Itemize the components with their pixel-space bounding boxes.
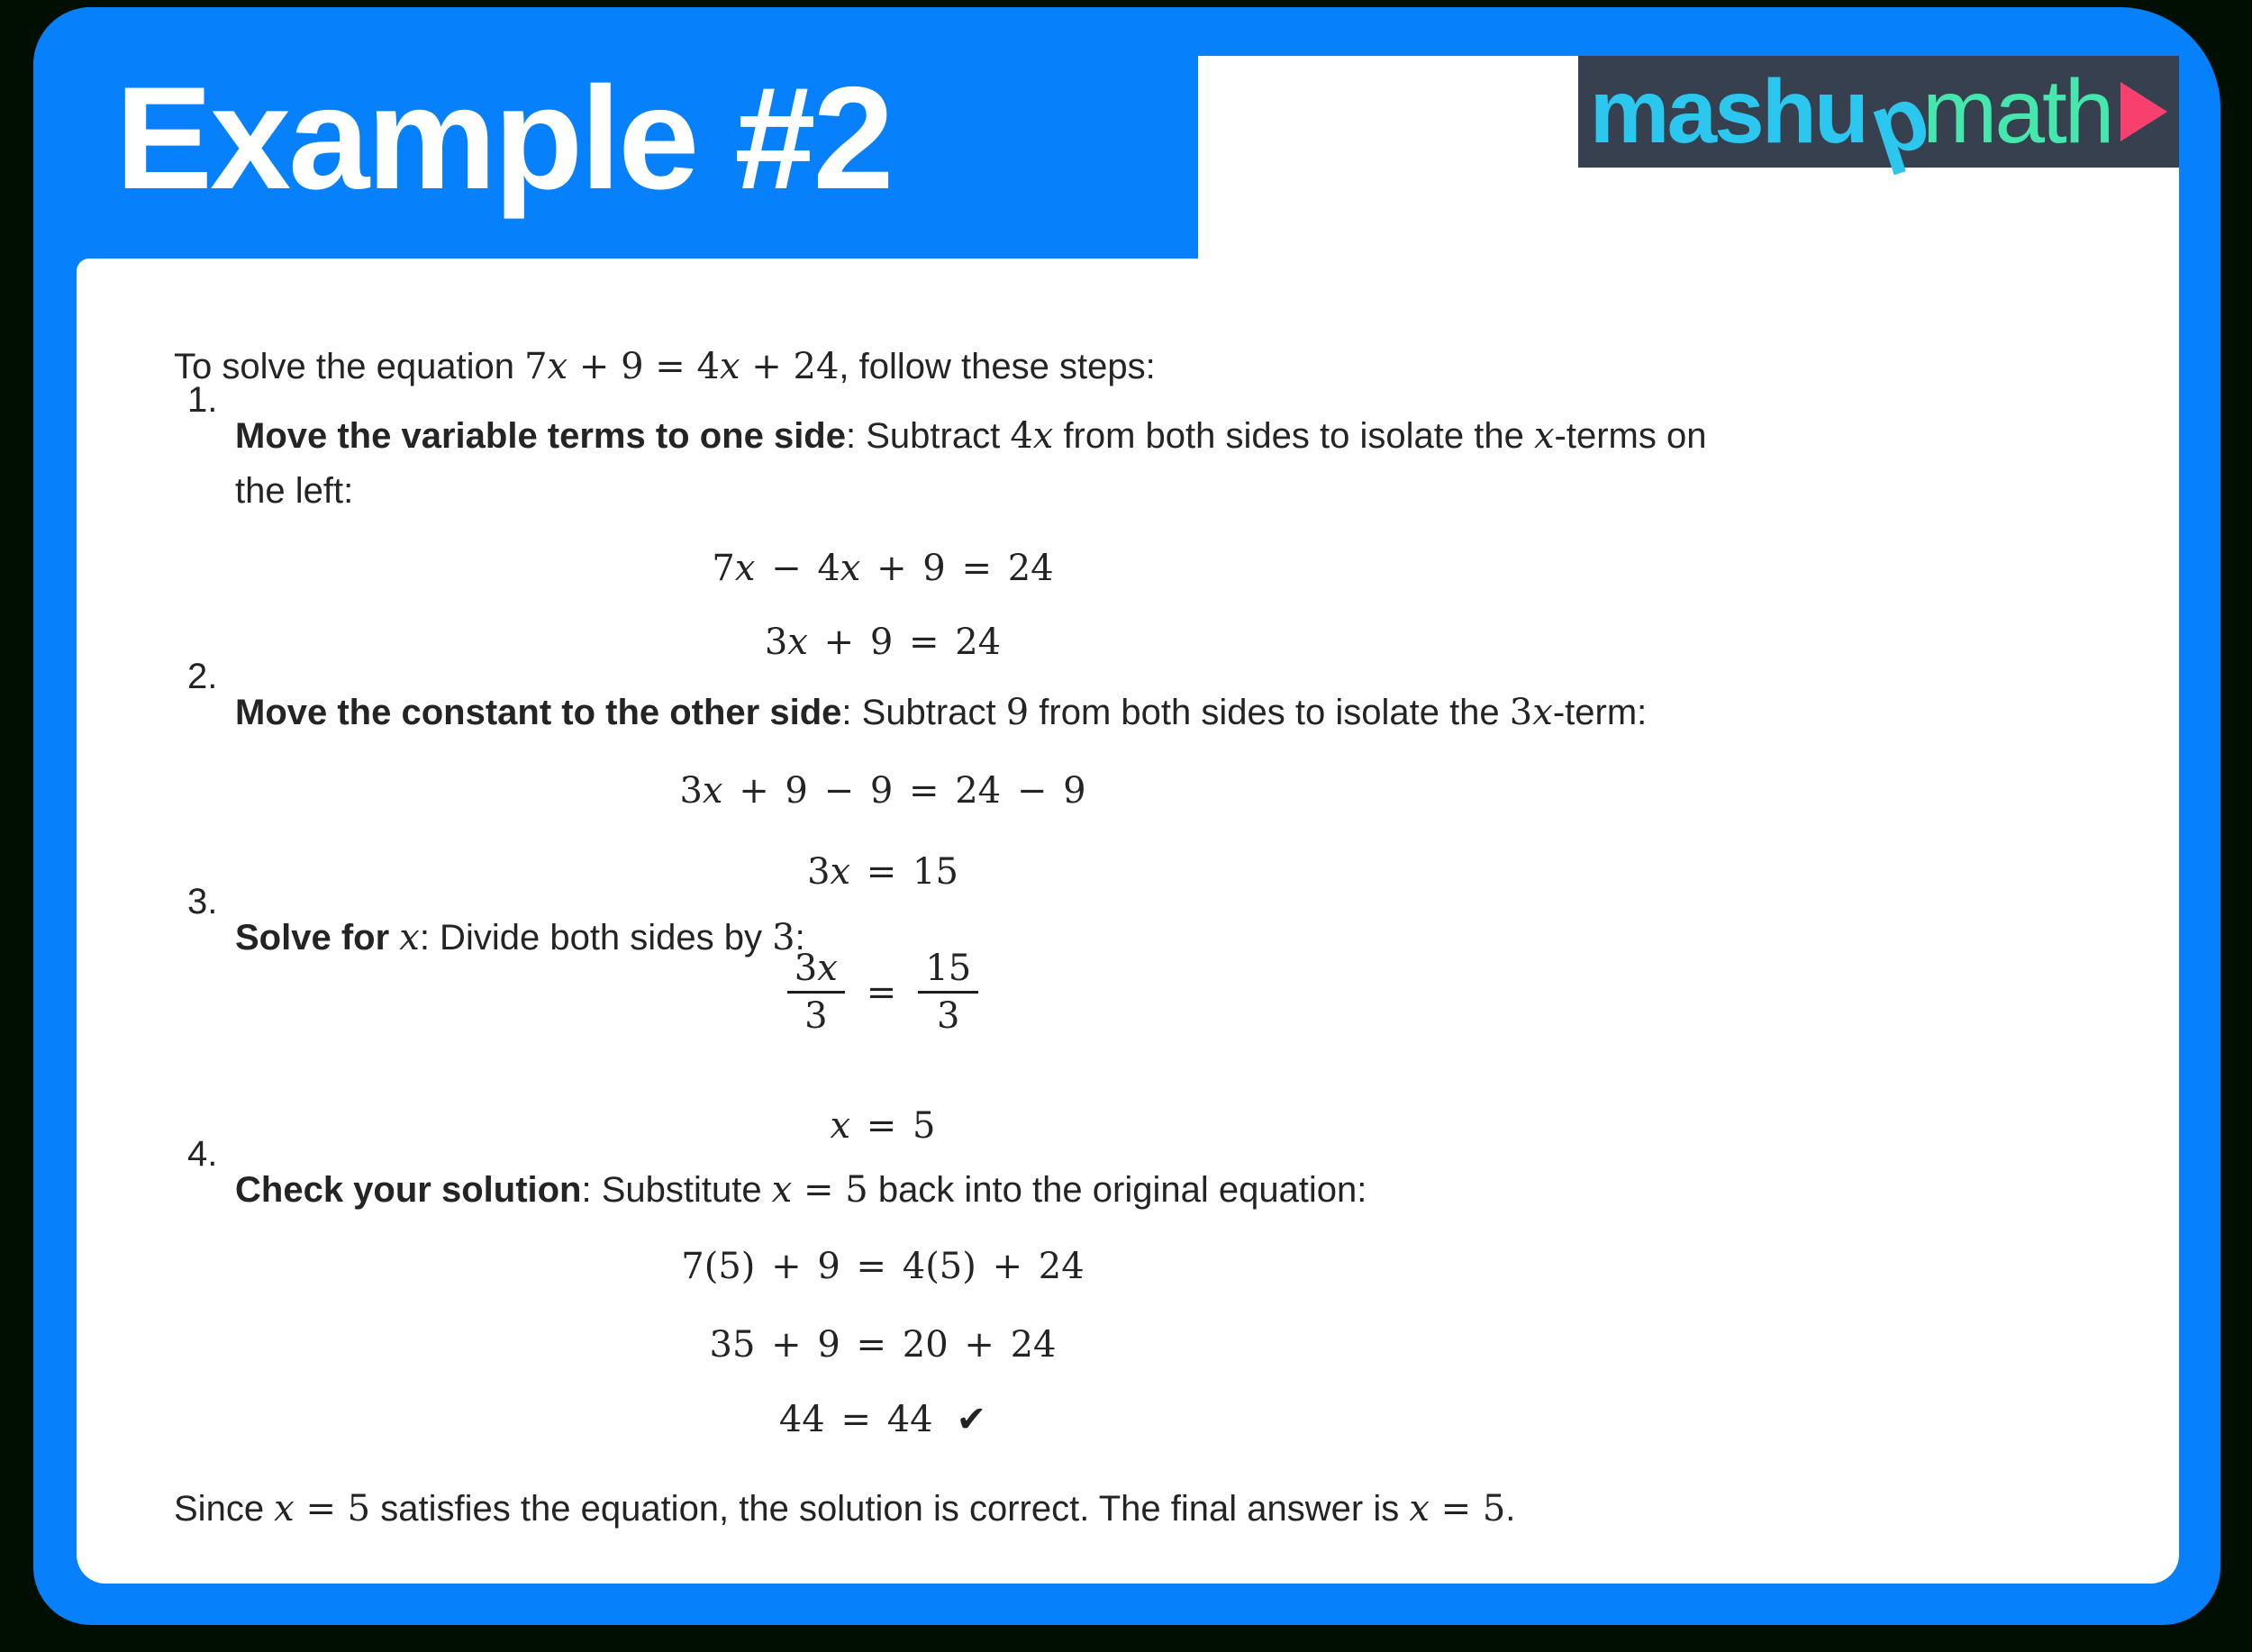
text-segment: 3	[794, 948, 818, 989]
text-segment: x	[547, 346, 568, 387]
text-segment: x	[1533, 415, 1555, 457]
conclusion-line	[174, 1487, 1515, 1530]
text-segment: 7(5) + 9 = 4(5) + 24	[681, 1246, 1085, 1287]
step-4-number: 4.	[187, 1134, 218, 1174]
text-segment: from both sides to isolate the	[1053, 416, 1534, 456]
equation-division	[189, 948, 1576, 1037]
equation-step3-result	[189, 1104, 1576, 1148]
fraction-left-denominator: 3	[787, 991, 845, 1037]
text-segment: the left:	[235, 471, 354, 511]
text-segment: .	[1505, 1489, 1516, 1529]
text-segment: + 9 = 24	[807, 622, 1002, 663]
text-segment: + 9 = 24	[860, 548, 1054, 589]
text-segment: Check your solution	[235, 1170, 582, 1210]
text-segment: -terms on	[1554, 416, 1707, 456]
logo-text-mashu: mashu	[1589, 61, 1866, 162]
text-segment: satisfies the equation, the solution is correct. The final answer is	[370, 1489, 1410, 1529]
logo-text-p: p	[1857, 66, 1939, 178]
step-1-text-line-2	[235, 469, 353, 513]
text-segment: x	[787, 622, 808, 663]
equation-step2-b	[189, 850, 1576, 894]
text-segment: + 9 − 9 = 24 − 9	[722, 770, 1086, 812]
text-segment: 4	[1010, 415, 1033, 457]
step-2-text	[235, 691, 1647, 734]
equation-check-c	[189, 1398, 1576, 1441]
equation-check-a	[189, 1245, 1576, 1288]
text-segment: To solve the equation	[174, 347, 525, 386]
text-segment: x	[719, 346, 740, 387]
text-segment: : Substitute	[581, 1170, 772, 1210]
text-segment: :	[795, 918, 805, 958]
text-segment: Move the constant to the other side	[235, 693, 842, 732]
equals-sign: =	[866, 971, 897, 1013]
text-segment: 3	[807, 851, 831, 893]
step-2-number: 2.	[187, 657, 218, 696]
fraction-right	[918, 948, 978, 1037]
text-segment: = 5	[792, 1169, 868, 1211]
text-segment: x	[840, 548, 861, 589]
text-segment: x	[830, 1105, 851, 1147]
text-segment: x	[734, 548, 756, 589]
equation-check-b	[189, 1323, 1576, 1366]
text-segment: x	[1409, 1488, 1430, 1529]
text-segment: , follow these steps:	[839, 347, 1156, 386]
text-segment: -term:	[1552, 693, 1648, 732]
step-1-number: 1.	[187, 380, 218, 420]
text-segment: x	[830, 851, 851, 893]
text-segment: Solve for	[235, 918, 400, 958]
text-segment: 7	[712, 548, 735, 589]
equation-step2-a	[189, 769, 1576, 812]
text-segment: − 4	[755, 548, 840, 589]
text-segment: ✔	[956, 1399, 987, 1440]
intro-line	[174, 345, 1156, 388]
text-segment: = 5	[1429, 1488, 1506, 1529]
text-segment: 3	[772, 917, 795, 958]
text-segment: Move the variable terms to one side	[235, 416, 846, 456]
text-segment: 9	[1005, 692, 1030, 733]
text-segment: x	[1532, 692, 1553, 733]
text-segment: = 5	[294, 1488, 371, 1529]
logo-text-math: math	[1922, 61, 2112, 162]
fraction-left	[787, 948, 845, 1037]
text-segment: = 15	[850, 851, 958, 893]
text-segment: + 9 = 4	[568, 346, 720, 387]
text-segment: 7	[524, 346, 548, 387]
text-segment: : Subtract	[841, 693, 1006, 732]
text-segment: x	[817, 948, 838, 989]
text-segment: back into the original equation:	[867, 1170, 1367, 1210]
fraction-left-numerator	[787, 948, 845, 991]
page-title: Example #2	[115, 56, 892, 220]
text-segment: x	[1032, 415, 1054, 457]
step-3-number: 3.	[187, 882, 218, 921]
step-4-text	[235, 1168, 1367, 1212]
text-segment: 3	[679, 770, 703, 812]
text-segment: + 24	[740, 346, 840, 387]
text-segment: 44 = 44	[778, 1399, 933, 1440]
fraction-right-numerator: 15	[925, 948, 972, 989]
fraction-right-denominator: 3	[918, 991, 978, 1037]
text-segment: from both sides to isolate the	[1029, 693, 1510, 732]
text-segment: : Subtract	[846, 416, 1011, 456]
text-segment: x	[399, 917, 420, 958]
equation-step1-a	[189, 547, 1576, 590]
text-segment: : Divide both sides by	[419, 918, 773, 958]
text-segment: x	[274, 1488, 295, 1529]
text-segment: = 5	[850, 1105, 936, 1147]
text-segment: 3	[1509, 692, 1533, 733]
text-segment: Since	[174, 1489, 275, 1529]
text-segment: x	[702, 770, 723, 812]
text-segment: x	[771, 1169, 793, 1211]
text-segment: 35 + 9 = 20 + 24	[709, 1324, 1057, 1366]
text-segment: 3	[764, 622, 788, 663]
step-1-text-line-1	[235, 414, 1706, 458]
equation-step1-b	[189, 621, 1576, 664]
